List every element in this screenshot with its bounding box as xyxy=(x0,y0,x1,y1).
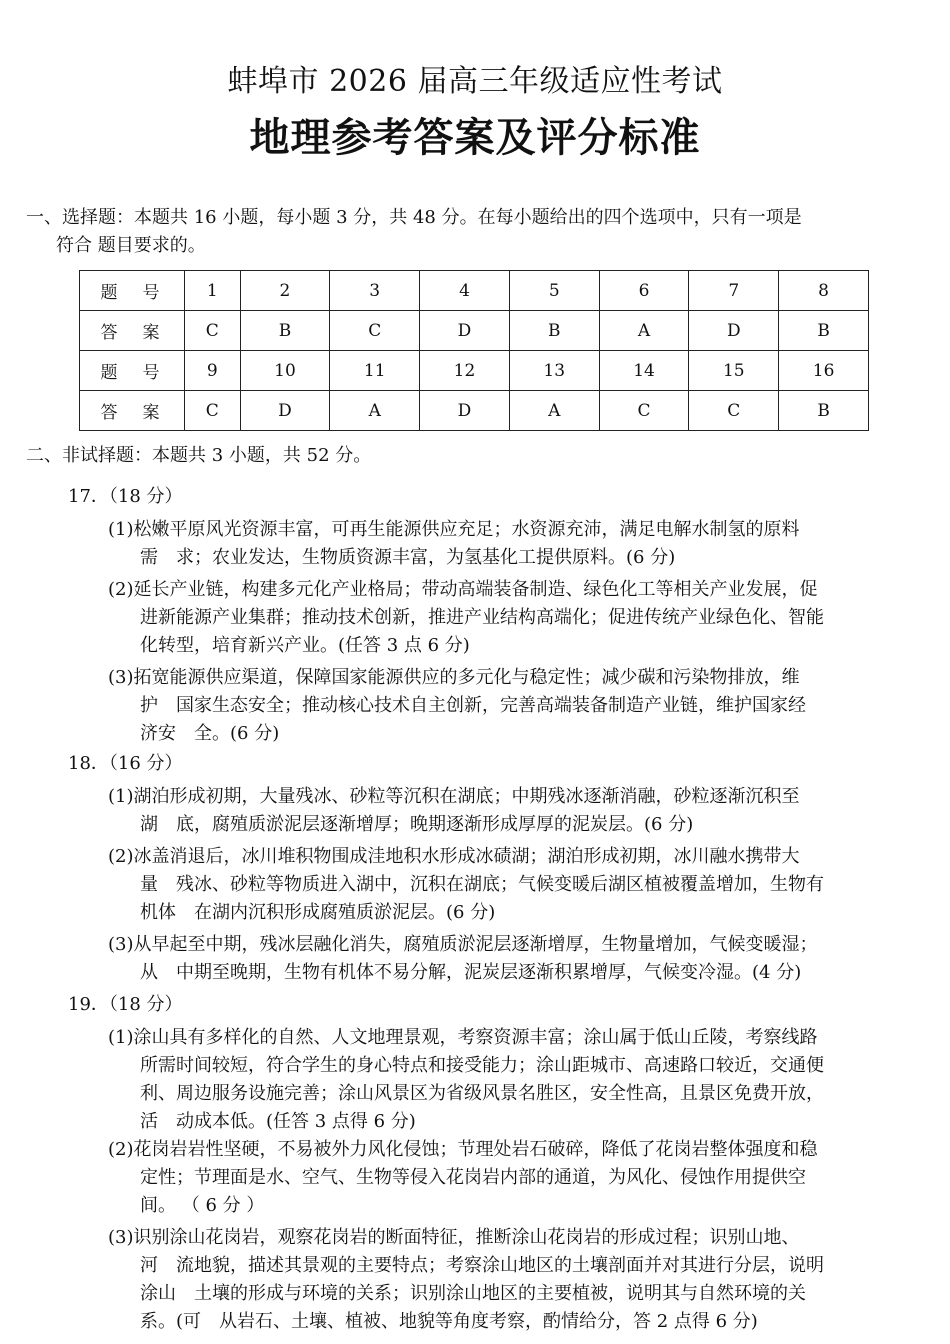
row-header: 题 号 xyxy=(80,351,185,391)
table-cell: D xyxy=(420,311,510,351)
answer-line: 量 残冰、砂粒等物质进入湖中，沉积在湖底；气候变暖后湖区植被覆盖增加，生物有 xyxy=(140,874,824,895)
answer-line: (2)花岗岩岩性坚硬，不易被外力风化侵蚀；节理处岩石破碎，降低了花岗岩整体强度和稳 xyxy=(108,1139,818,1160)
row-header: 题 号 xyxy=(80,271,185,311)
table-cell: 14 xyxy=(599,351,689,391)
section-nonchoice-heading: 二、非试择题：本题共 3 小题，共 52 分。 xyxy=(26,445,372,466)
table-cell: 8 xyxy=(779,271,869,311)
answer-line: 定性；节理面是水、空气、生物等侵入花岗岩内部的通道，为风化、侵蚀作用提供空 xyxy=(140,1167,806,1188)
answer-line: 进新能源产业集群；推动技术创新，推进产业结构高端化；促进传统产业绿色化、智能 xyxy=(140,607,824,628)
section-choice-instructions xyxy=(26,204,916,260)
table-cell: 6 xyxy=(599,271,689,311)
answer-line: 从 中期至晚期，生物有机体不易分解，泥炭层逐渐积累增厚，气候变冷湿。(4 分) xyxy=(140,962,802,983)
table-cell: 1 xyxy=(185,271,241,311)
table-row xyxy=(80,271,869,311)
table-cell: 12 xyxy=(420,351,510,391)
answer-item xyxy=(108,783,924,839)
table-cell: 9 xyxy=(185,351,241,391)
table-cell: 7 xyxy=(689,271,779,311)
exam-title: 蚌埠市 2026 届高三年级适应性考试 xyxy=(227,64,723,99)
table-cell: C xyxy=(599,391,689,431)
table-cell: B xyxy=(779,311,869,351)
answer-line: 需 求；农业发达，生物质资源丰富，为氢基化工提供原料。(6 分) xyxy=(140,547,676,568)
answer-item xyxy=(108,843,924,927)
answer-item xyxy=(108,1224,924,1336)
answer-line: 利、周边服务设施完善；涂山风景区为省级风景名胜区，安全性高，且景区免费开放， xyxy=(140,1083,824,1104)
answer-line: 护 国家生态安全；推动核心技术自主创新，完善高端装备制造产业链，维护国家经 xyxy=(140,695,806,716)
answer-line: (3)识别涂山花岗岩，观察花岗岩的断面特征，推断涂山花岗岩的形成过程；识别山地、 xyxy=(108,1227,800,1248)
answer-line: (3)从早起至中期，残冰层融化消失，腐殖质淤泥层逐渐增厚，生物量增加，气候变暖湿； xyxy=(108,934,818,955)
table-cell: 11 xyxy=(330,351,420,391)
table-cell: 2 xyxy=(240,271,330,311)
question-label: 19．（18 分） xyxy=(68,994,183,1015)
table-cell: A xyxy=(599,311,689,351)
answer-item xyxy=(108,1136,924,1220)
table-cell: B xyxy=(779,391,869,431)
table-cell: C xyxy=(185,311,241,351)
answer-line: 系。(可 从岩石、土壤、植被、地貌等角度考察，酌情给分，答 2 点得 6 分) xyxy=(140,1311,758,1332)
row-header: 答 案 xyxy=(80,391,185,431)
table-cell: B xyxy=(509,311,599,351)
answer-item xyxy=(108,1024,924,1136)
table-cell: 15 xyxy=(689,351,779,391)
table-cell: 5 xyxy=(509,271,599,311)
answer-line: (3)拓宽能源供应渠道，保障国家能源供应的多元化与稳定性；减少碳和污染物排放，维 xyxy=(108,667,800,688)
table-row xyxy=(80,351,869,391)
table-cell: A xyxy=(330,391,420,431)
table-cell: D xyxy=(420,391,510,431)
table-cell: D xyxy=(240,391,330,431)
answer-table xyxy=(79,270,869,431)
table-row xyxy=(80,311,869,351)
answer-line: (2)延长产业链，构建多元化产业格局；带动高端装备制造、绿色化工等相关产业发展，促 xyxy=(108,579,818,600)
table-row xyxy=(80,391,869,431)
question-label: 18．（16 分） xyxy=(68,753,183,774)
answer-line: (2)冰盖消退后，冰川堆积物围成洼地积水形成冰碛湖；湖泊形成初期，冰川融水携带大 xyxy=(108,846,800,867)
table-cell: 3 xyxy=(330,271,420,311)
answer-item xyxy=(108,664,924,748)
answer-line: 活 动成本低。(任答 3 点得 6 分) xyxy=(140,1111,416,1132)
answer-line: 济安 全。(6 分) xyxy=(140,723,280,744)
table-cell: 4 xyxy=(420,271,510,311)
table-cell: A xyxy=(509,391,599,431)
answer-line: 河 流地貌，描述其景观的主要特点；考察涂山地区的土壤剖面并对其进行分层，说明 xyxy=(140,1255,824,1276)
answer-line: 化转型，培育新兴产业。(任答 3 点 6 分) xyxy=(140,635,470,656)
question-label: 17．（18 分） xyxy=(68,486,183,507)
answer-item xyxy=(108,931,924,987)
answer-line: (1)松嫩平原风光资源丰富，可再生能源供应充足；水资源充沛，满足电解水制氢的原料 xyxy=(108,519,800,540)
table-cell: 13 xyxy=(509,351,599,391)
answer-line: 涂山 土壤的形成与环境的关系；识别涂山地区的主要植被，说明其与自然环境的关 xyxy=(140,1283,806,1304)
answer-line: (1)涂山具有多样化的自然、人文地理景观，考察资源丰富；涂山属于低山丘陵，考察线路 xyxy=(108,1027,818,1048)
answer-line: 间。 （ 6 分 ） xyxy=(140,1195,265,1216)
table-cell: C xyxy=(689,391,779,431)
document-subtitle: 地理参考答案及评分标准 xyxy=(249,115,701,161)
table-cell: 10 xyxy=(240,351,330,391)
table-cell: C xyxy=(330,311,420,351)
answer-item xyxy=(108,576,924,660)
instruction-line: 符合 题目要求的。 xyxy=(56,235,206,256)
answer-line: 湖 底，腐殖质淤泥层逐渐增厚；晚期逐渐形成厚厚的泥炭层。(6 分) xyxy=(140,814,694,835)
answer-item xyxy=(108,516,924,572)
answer-line: 机体 在湖内沉积形成腐殖质淤泥层。(6 分) xyxy=(140,902,496,923)
table-cell: 16 xyxy=(779,351,869,391)
table-cell: B xyxy=(240,311,330,351)
answer-line: (1)湖泊形成初期，大量残冰、砂粒等沉积在湖底；中期残冰逐渐消融，砂粒逐渐沉积至 xyxy=(108,786,800,807)
instruction-line: 一、选择题：本题共 16 小题，每小题 3 分，共 48 分。在每小题给出的四个选项中，只有一项是 xyxy=(26,207,802,228)
table-cell: D xyxy=(689,311,779,351)
table-cell: C xyxy=(185,391,241,431)
answer-line: 所需时间较短，符合学生的身心特点和接受能力；涂山距城市、高速路口较近，交通便 xyxy=(140,1055,824,1076)
row-header: 答 案 xyxy=(80,311,185,351)
